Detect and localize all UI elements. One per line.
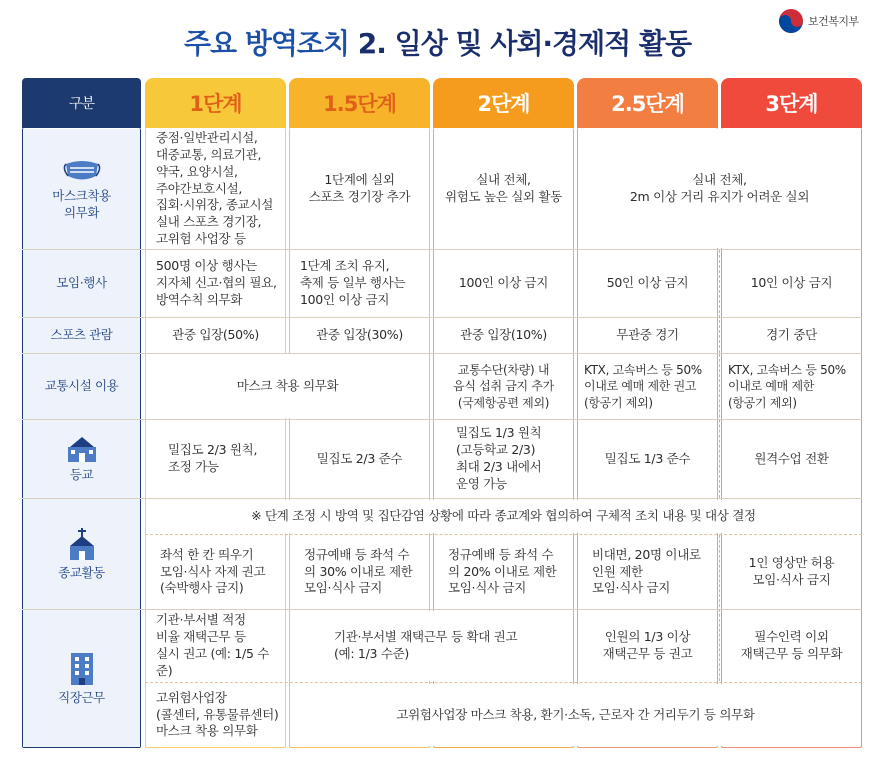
category-religion-label: 종교활동 [58, 564, 105, 580]
religion-level-2: 정규예배 등 좌석 수 의 20% 이내로 제한 모임·식사 금지 [448, 546, 557, 596]
sports-level-3: 경기 중단 [766, 327, 817, 343]
sports-level-2-5: 무관중 경기 [616, 327, 679, 343]
work-level-1-5-2: 기관·부서별 재택근무 등 확대 권고 (예: 1/3 수준) [334, 629, 518, 661]
transport-level-2-5: KTX, 고속버스 등 50% 이내로 예매 제한 권고 (항공기 제외) [584, 363, 702, 410]
category-mask [23, 129, 140, 249]
religion-note: ※ 단계 조정 시 방역 및 집단감염 상황에 따라 종교계와 협의하여 구체적 조치 내용 및 대상 결정 [251, 508, 756, 524]
school-level-1: 밀집도 2/3 원칙, 조정 가능 [168, 442, 258, 474]
header-level-1: 1단계 [145, 78, 286, 128]
col-divider [719, 354, 720, 498]
school-level-3: 원격수업 전환 [754, 450, 829, 466]
mask-level-1: 중점·일반관리시설, 대중교통, 의료기관, 약국, 요양시설, 주야간보호시설, 집회·시위장, 종교시설 실내 스포츠 경기장, 고위험 사업장 등 [156, 129, 273, 247]
category-transport [23, 354, 140, 419]
gathering-level-1-5: 1단계 조치 유지, 축제 등 일부 행사는 100인 이상 금지 [300, 258, 406, 307]
work-highrisk-level-1: 고위험사업장 (콜센터, 유통물류센터) 마스크 착용 의무화 [156, 689, 279, 739]
religion-level-1: 좌석 한 칸 띄우기 모임·식사 자제 권고 (숙박행사 금지) [160, 546, 266, 596]
religion-level-1-5: 정규예배 등 좌석 수 의 30% 이내로 제한 모임·식사 금지 [304, 546, 413, 596]
mask-icon [62, 156, 102, 184]
work-highrisk-rest: 고위험사업장 마스크 착용, 환기·소독, 근로자 간 거리두기 등 의무화 [396, 706, 755, 722]
religion-level-3: 1인 영상만 허용 모임·식사 금지 [748, 555, 835, 587]
mask-level-2: 실내 전체, 위험도 높은 실외 활동 [445, 172, 562, 204]
category-school [23, 420, 140, 498]
gathering-level-1: 500명 이상 행사는 지자체 신고·협의 필요, 방역수칙 의무화 [156, 258, 277, 307]
sports-level-1-5: 관중 입장(30%) [316, 327, 403, 343]
mask-level-1-5: 1단계에 실외 스포츠 경기장 추가 [308, 172, 411, 204]
category-mask-label: 마스크착용 의무화 [52, 188, 111, 220]
page-title-part1: 주요 방역조치 [183, 27, 358, 60]
sports-level-1: 관중 입장(50%) [172, 327, 259, 343]
ministry-name: 보건복지부 [808, 15, 859, 28]
school-icon [66, 435, 98, 463]
page-title-part2: 2. 일상 및 사회·경제적 활동 [357, 27, 692, 60]
transport-level-2: 교통수단(차량) 내 음식 섭취 금지 추가 (국제항공편 제외) [453, 363, 554, 410]
religion-level-2-5: 비대면, 20명 이내로 인원 제한 모임·식사 금지 [592, 546, 701, 596]
col-divider [719, 535, 720, 681]
category-gathering [23, 250, 140, 317]
work-level-1: 기관·부서별 적정 비율 재택근무 등 실시 권고 (예: 1/5 수준) [156, 612, 270, 678]
header-level-3: 3단계 [721, 78, 862, 128]
category-gathering-label: 모임·행사 [56, 275, 107, 291]
sports-level-2: 관중 입장(10%) [460, 327, 547, 343]
category-work [23, 610, 140, 747]
gathering-level-3: 10인 이상 금지 [750, 275, 833, 291]
header-category: 구분 [22, 78, 141, 128]
gathering-level-2-5: 50인 이상 금지 [606, 275, 689, 291]
header-level-1-5: 1.5단계 [289, 78, 430, 128]
church-icon [66, 527, 98, 561]
col-divider [719, 250, 720, 353]
work-level-3: 필수인력 이외 재택근무 등 의무화 [740, 629, 843, 661]
header-level-2: 2단계 [433, 78, 574, 128]
header-level-2-5: 2.5단계 [577, 78, 718, 128]
category-religion [23, 499, 140, 609]
transport-level-3: KTX, 고속버스 등 50% 이내로 예매 제한 (항공기 제외) [728, 363, 846, 410]
category-transport-label: 교통시설 이용 [44, 378, 119, 394]
category-sports-label: 스포츠 관람 [50, 327, 113, 343]
office-building-icon [68, 650, 96, 686]
transport-level-1-1-5: 마스크 착용 의무화 [236, 378, 339, 394]
category-sports [23, 318, 140, 353]
category-work-label: 직장근무 [58, 690, 105, 706]
mask-level-2-5-3: 실내 전체, 2m 이상 거리 유지가 어려운 실외 [629, 172, 810, 204]
school-level-2-5: 밀집도 1/3 준수 [604, 450, 691, 466]
page-title [0, 22, 875, 62]
gathering-level-2: 100인 이상 금지 [458, 275, 549, 291]
category-school-label: 등교 [69, 466, 94, 482]
work-level-2-5: 인원의 1/3 이상 재택근무 등 권고 [602, 629, 693, 661]
taegeuk-icon [778, 8, 804, 34]
ministry-logo [778, 8, 859, 34]
school-level-1-5: 밀집도 2/3 준수 [316, 450, 403, 466]
school-level-2: 밀집도 1/3 원칙 (고등학교 2/3) 최대 2/3 내에서 운영 가능 [456, 425, 542, 491]
